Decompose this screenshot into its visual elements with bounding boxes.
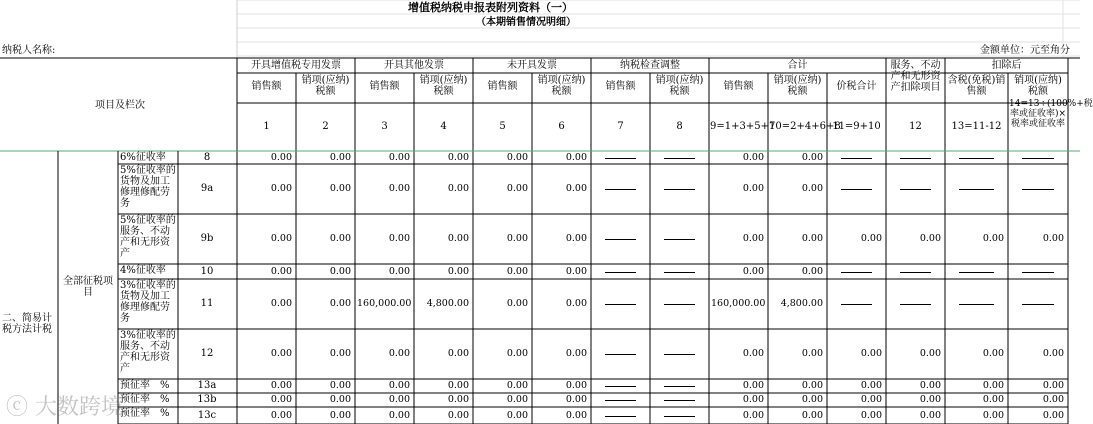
amount-cell: 0.00 xyxy=(860,348,882,359)
dash-cell xyxy=(664,272,695,273)
dash-cell xyxy=(841,272,872,273)
col-number-5: 6 xyxy=(558,121,565,132)
row-item-label: 3%征收率的服务、不动产和无形资产 xyxy=(120,330,176,374)
amount-cell: 0.00 xyxy=(329,348,351,359)
col-number-10: 11=9+10 xyxy=(832,121,881,132)
amount-cell: 0.00 xyxy=(1042,348,1064,359)
header-group-0: 开具增值税专用发票 xyxy=(251,60,341,71)
amount-cell: 0.00 xyxy=(801,151,823,163)
amount-cell: 0.00 xyxy=(565,298,587,309)
header-sub-2: 销售额 xyxy=(369,81,400,92)
dash-cell xyxy=(605,272,636,273)
amount-cell: 0.00 xyxy=(447,409,469,421)
amount-cell: 0.00 xyxy=(447,265,469,277)
amount-cell: 0.00 xyxy=(447,183,469,194)
dash-cell xyxy=(605,304,636,305)
dash-cell xyxy=(664,416,695,417)
amount-cell: 0.00 xyxy=(506,183,528,194)
page-subtitle: （本期销售情况明细） xyxy=(476,17,576,28)
col-number-9: 10=2+4+6+8 xyxy=(769,121,841,132)
watermark-logo: ⓒ 大数跨境 xyxy=(6,395,124,420)
dash-cell xyxy=(959,272,994,273)
col-number-2: 3 xyxy=(381,121,388,132)
row-item-label: 4%征收率 xyxy=(120,265,166,276)
header-sub-0: 销售额 xyxy=(251,81,282,92)
amount-cell: 0.00 xyxy=(801,348,823,359)
header-sub-9: 销项(应纳)税额 xyxy=(773,75,822,97)
header-sub-13: 销项(应纳)税额 xyxy=(1014,75,1062,97)
row-item-label: 5%征收率的货物及加工修理修配劳务 xyxy=(120,165,176,209)
dash-cell xyxy=(1022,272,1054,273)
watermark-text: 大数跨境 xyxy=(35,395,124,420)
amount-cell: 0.00 xyxy=(742,409,764,421)
amount-cell: 0.00 xyxy=(270,394,292,405)
amount-cell: 0.00 xyxy=(565,151,587,163)
amount-cell: 0.00 xyxy=(270,151,292,163)
amount-cell: 0.00 xyxy=(1042,233,1064,244)
amount-cell: 0.00 xyxy=(919,348,941,359)
col-number-1: 2 xyxy=(322,121,329,132)
amount-cell: 0.00 xyxy=(270,298,292,309)
dash-cell xyxy=(664,304,695,305)
row-number: 13c xyxy=(197,409,217,421)
row-number: 10 xyxy=(200,265,214,277)
col-number-0: 1 xyxy=(263,121,270,132)
amount-cell: 0.00 xyxy=(1042,409,1064,421)
amount-cell: 0.00 xyxy=(801,380,823,391)
header-sub-7: 销项(应纳)税额 xyxy=(655,75,704,97)
dash-cell xyxy=(900,189,931,190)
amount-cell: 0.00 xyxy=(565,265,587,277)
row-number: 8 xyxy=(203,151,211,163)
amount-unit-label: 金额单位：元至角分 xyxy=(980,45,1070,56)
dash-cell xyxy=(664,400,695,401)
col-number-12: 13=11-12 xyxy=(951,121,1002,132)
amount-cell: 0.00 xyxy=(447,380,469,391)
dash-cell xyxy=(605,400,636,401)
dash-cell xyxy=(664,386,695,387)
dash-cell xyxy=(664,158,695,159)
amount-cell: 0.00 xyxy=(329,265,351,277)
dash-cell xyxy=(841,189,872,190)
col-number-3: 4 xyxy=(440,121,447,132)
amount-cell: 0.00 xyxy=(801,233,823,244)
amount-cell: 0.00 xyxy=(329,394,351,405)
amount-cell: 0.00 xyxy=(860,394,882,405)
col-number-7: 8 xyxy=(676,121,683,132)
amount-cell: 0.00 xyxy=(919,380,941,391)
amount-cell: 0.00 xyxy=(329,409,351,421)
amount-cell: 0.00 xyxy=(447,394,469,405)
amount-cell: 0.00 xyxy=(506,394,528,405)
amount-cell: 0.00 xyxy=(1042,380,1064,391)
row-item-label: 预征率 % xyxy=(120,380,170,391)
amount-cell: 0.00 xyxy=(742,233,764,244)
amount-cell: 0.00 xyxy=(447,151,469,163)
header-sub-6: 销售额 xyxy=(605,81,636,92)
amount-cell: 0.00 xyxy=(270,409,292,421)
amount-cell: 0.00 xyxy=(565,348,587,359)
amount-cell: 0.00 xyxy=(1042,394,1064,405)
row-number: 11 xyxy=(200,298,214,309)
amount-cell: 0.00 xyxy=(565,409,587,421)
amount-cell: 0.00 xyxy=(742,394,764,405)
amount-cell: 0.00 xyxy=(388,183,410,194)
dash-cell xyxy=(841,158,872,159)
amount-cell: 0.00 xyxy=(270,380,292,391)
amount-cell: 0.00 xyxy=(742,183,764,194)
amount-cell: 0.00 xyxy=(329,298,351,309)
amount-cell: 0.00 xyxy=(506,151,528,163)
amount-cell: 160,000.00 xyxy=(711,298,766,309)
amount-cell: 0.00 xyxy=(388,233,410,244)
dash-cell xyxy=(605,416,636,417)
header-sub-3: 销项(应纳)税额 xyxy=(419,75,468,97)
amount-cell: 0.00 xyxy=(565,380,587,391)
amount-cell: 4,800.00 xyxy=(780,298,823,309)
header-group-6: 扣除后 xyxy=(991,60,1022,71)
amount-cell: 0.00 xyxy=(506,380,528,391)
amount-cell: 0.00 xyxy=(447,348,469,359)
group-label: 全部征税项目 xyxy=(63,276,113,298)
amount-cell: 0.00 xyxy=(860,380,882,391)
amount-cell: 0.00 xyxy=(801,409,823,421)
amount-cell: 0.00 xyxy=(506,298,528,309)
amount-cell: 0.00 xyxy=(919,394,941,405)
col-number-8: 9=1+3+5+7 xyxy=(710,121,776,132)
col-number-13: 14=13÷(100%+税率或征收率)×税率或征收率 xyxy=(1009,99,1093,129)
header-group-2: 未开具发票 xyxy=(507,60,557,71)
amount-cell: 0.00 xyxy=(329,233,351,244)
amount-cell: 0.00 xyxy=(982,233,1004,244)
amount-cell: 0.00 xyxy=(982,409,1004,421)
amount-cell: 0.00 xyxy=(742,348,764,359)
row-item-label: 3%征收率的货物及加工修理修配劳务 xyxy=(120,280,176,324)
header-group-5: 服务、不动产和无形资产扣除项目 xyxy=(890,60,941,93)
amount-cell: 0.00 xyxy=(270,233,292,244)
amount-cell: 0.00 xyxy=(506,348,528,359)
amount-cell: 0.00 xyxy=(388,348,410,359)
dash-cell xyxy=(959,158,994,159)
amount-cell: 0.00 xyxy=(801,394,823,405)
row-number: 13a xyxy=(197,380,217,391)
amount-cell: 0.00 xyxy=(329,183,351,194)
amount-cell: 0.00 xyxy=(270,348,292,359)
dash-cell xyxy=(605,386,636,387)
section-label: 二、简易计税方法计税 xyxy=(2,313,52,335)
dash-cell xyxy=(900,304,931,305)
dash-cell xyxy=(664,354,695,355)
amount-cell: 160,000.00 xyxy=(357,298,412,309)
amount-cell: 0.00 xyxy=(270,265,292,277)
row-number: 12 xyxy=(200,348,214,359)
row-item-label: 预征率 % xyxy=(120,408,170,419)
dash-cell xyxy=(959,189,994,190)
header-group-3: 纳税检查调整 xyxy=(620,60,680,71)
dash-cell xyxy=(1022,158,1054,159)
col-number-4: 5 xyxy=(499,121,506,132)
page-title: 增值税纳税申报表附列资料（一） xyxy=(408,1,573,14)
amount-cell: 0.00 xyxy=(982,348,1004,359)
amount-cell: 0.00 xyxy=(742,380,764,391)
header-sub-4: 销售额 xyxy=(487,81,518,92)
amount-cell: 0.00 xyxy=(919,409,941,421)
amount-cell: 0.00 xyxy=(860,233,882,244)
dash-cell xyxy=(664,239,695,240)
row-header-label: 项目及栏次 xyxy=(95,100,145,111)
dash-cell xyxy=(959,304,994,305)
amount-cell: 0.00 xyxy=(506,409,528,421)
dash-cell xyxy=(841,304,872,305)
dash-cell xyxy=(900,272,931,273)
taxpayer-name-label: 纳税人名称: xyxy=(2,45,56,56)
amount-cell: 0.00 xyxy=(329,380,351,391)
dash-cell xyxy=(605,239,636,240)
amount-cell: 0.00 xyxy=(447,233,469,244)
amount-cell: 0.00 xyxy=(982,380,1004,391)
amount-cell: 0.00 xyxy=(565,394,587,405)
amount-cell: 0.00 xyxy=(742,151,764,163)
row-number: 9a xyxy=(200,183,214,194)
dash-cell xyxy=(664,189,695,190)
dash-cell xyxy=(1022,189,1054,190)
col-number-11: 12 xyxy=(909,121,922,132)
amount-cell: 4,800.00 xyxy=(426,298,469,309)
header-group-4: 合计 xyxy=(787,60,808,71)
header-sub-5: 销项(应纳)税额 xyxy=(537,75,586,97)
amount-cell: 0.00 xyxy=(919,233,941,244)
row-number: 13b xyxy=(197,394,217,405)
amount-cell: 0.00 xyxy=(270,183,292,194)
dash-cell xyxy=(605,354,636,355)
header-sub-1: 销项(应纳)税额 xyxy=(301,75,350,97)
amount-cell: 0.00 xyxy=(329,151,351,163)
row-number: 9b xyxy=(200,233,214,244)
row-item-label: 5%征收率的服务、不动产和无形资产 xyxy=(120,215,176,259)
amount-cell: 0.00 xyxy=(388,380,410,391)
amount-cell: 0.00 xyxy=(860,409,882,421)
amount-cell: 0.00 xyxy=(388,409,410,421)
amount-cell: 0.00 xyxy=(388,265,410,277)
header-sub-12: 含税(免税)销售额 xyxy=(947,75,1006,97)
header-group-1: 开具其他发票 xyxy=(384,60,444,71)
amount-cell: 0.00 xyxy=(982,394,1004,405)
amount-cell: 0.00 xyxy=(565,233,587,244)
dash-cell xyxy=(900,158,931,159)
header-sub-10: 价税合计 xyxy=(836,81,877,92)
amount-cell: 0.00 xyxy=(506,233,528,244)
header-sub-8: 销售额 xyxy=(723,81,754,92)
dash-cell xyxy=(605,189,636,190)
col-number-6: 7 xyxy=(617,121,624,132)
amount-cell: 0.00 xyxy=(565,183,587,194)
amount-cell: 0.00 xyxy=(388,151,410,163)
row-item-label: 预征率 % xyxy=(120,394,170,405)
row-item-label: 6%征收率 xyxy=(120,152,166,163)
amount-cell: 0.00 xyxy=(506,265,528,277)
amount-cell: 0.00 xyxy=(801,183,823,194)
amount-cell: 0.00 xyxy=(742,265,764,277)
amount-cell: 0.00 xyxy=(388,394,410,405)
dash-cell xyxy=(605,158,636,159)
dash-cell xyxy=(1022,304,1054,305)
amount-cell: 0.00 xyxy=(801,265,823,277)
